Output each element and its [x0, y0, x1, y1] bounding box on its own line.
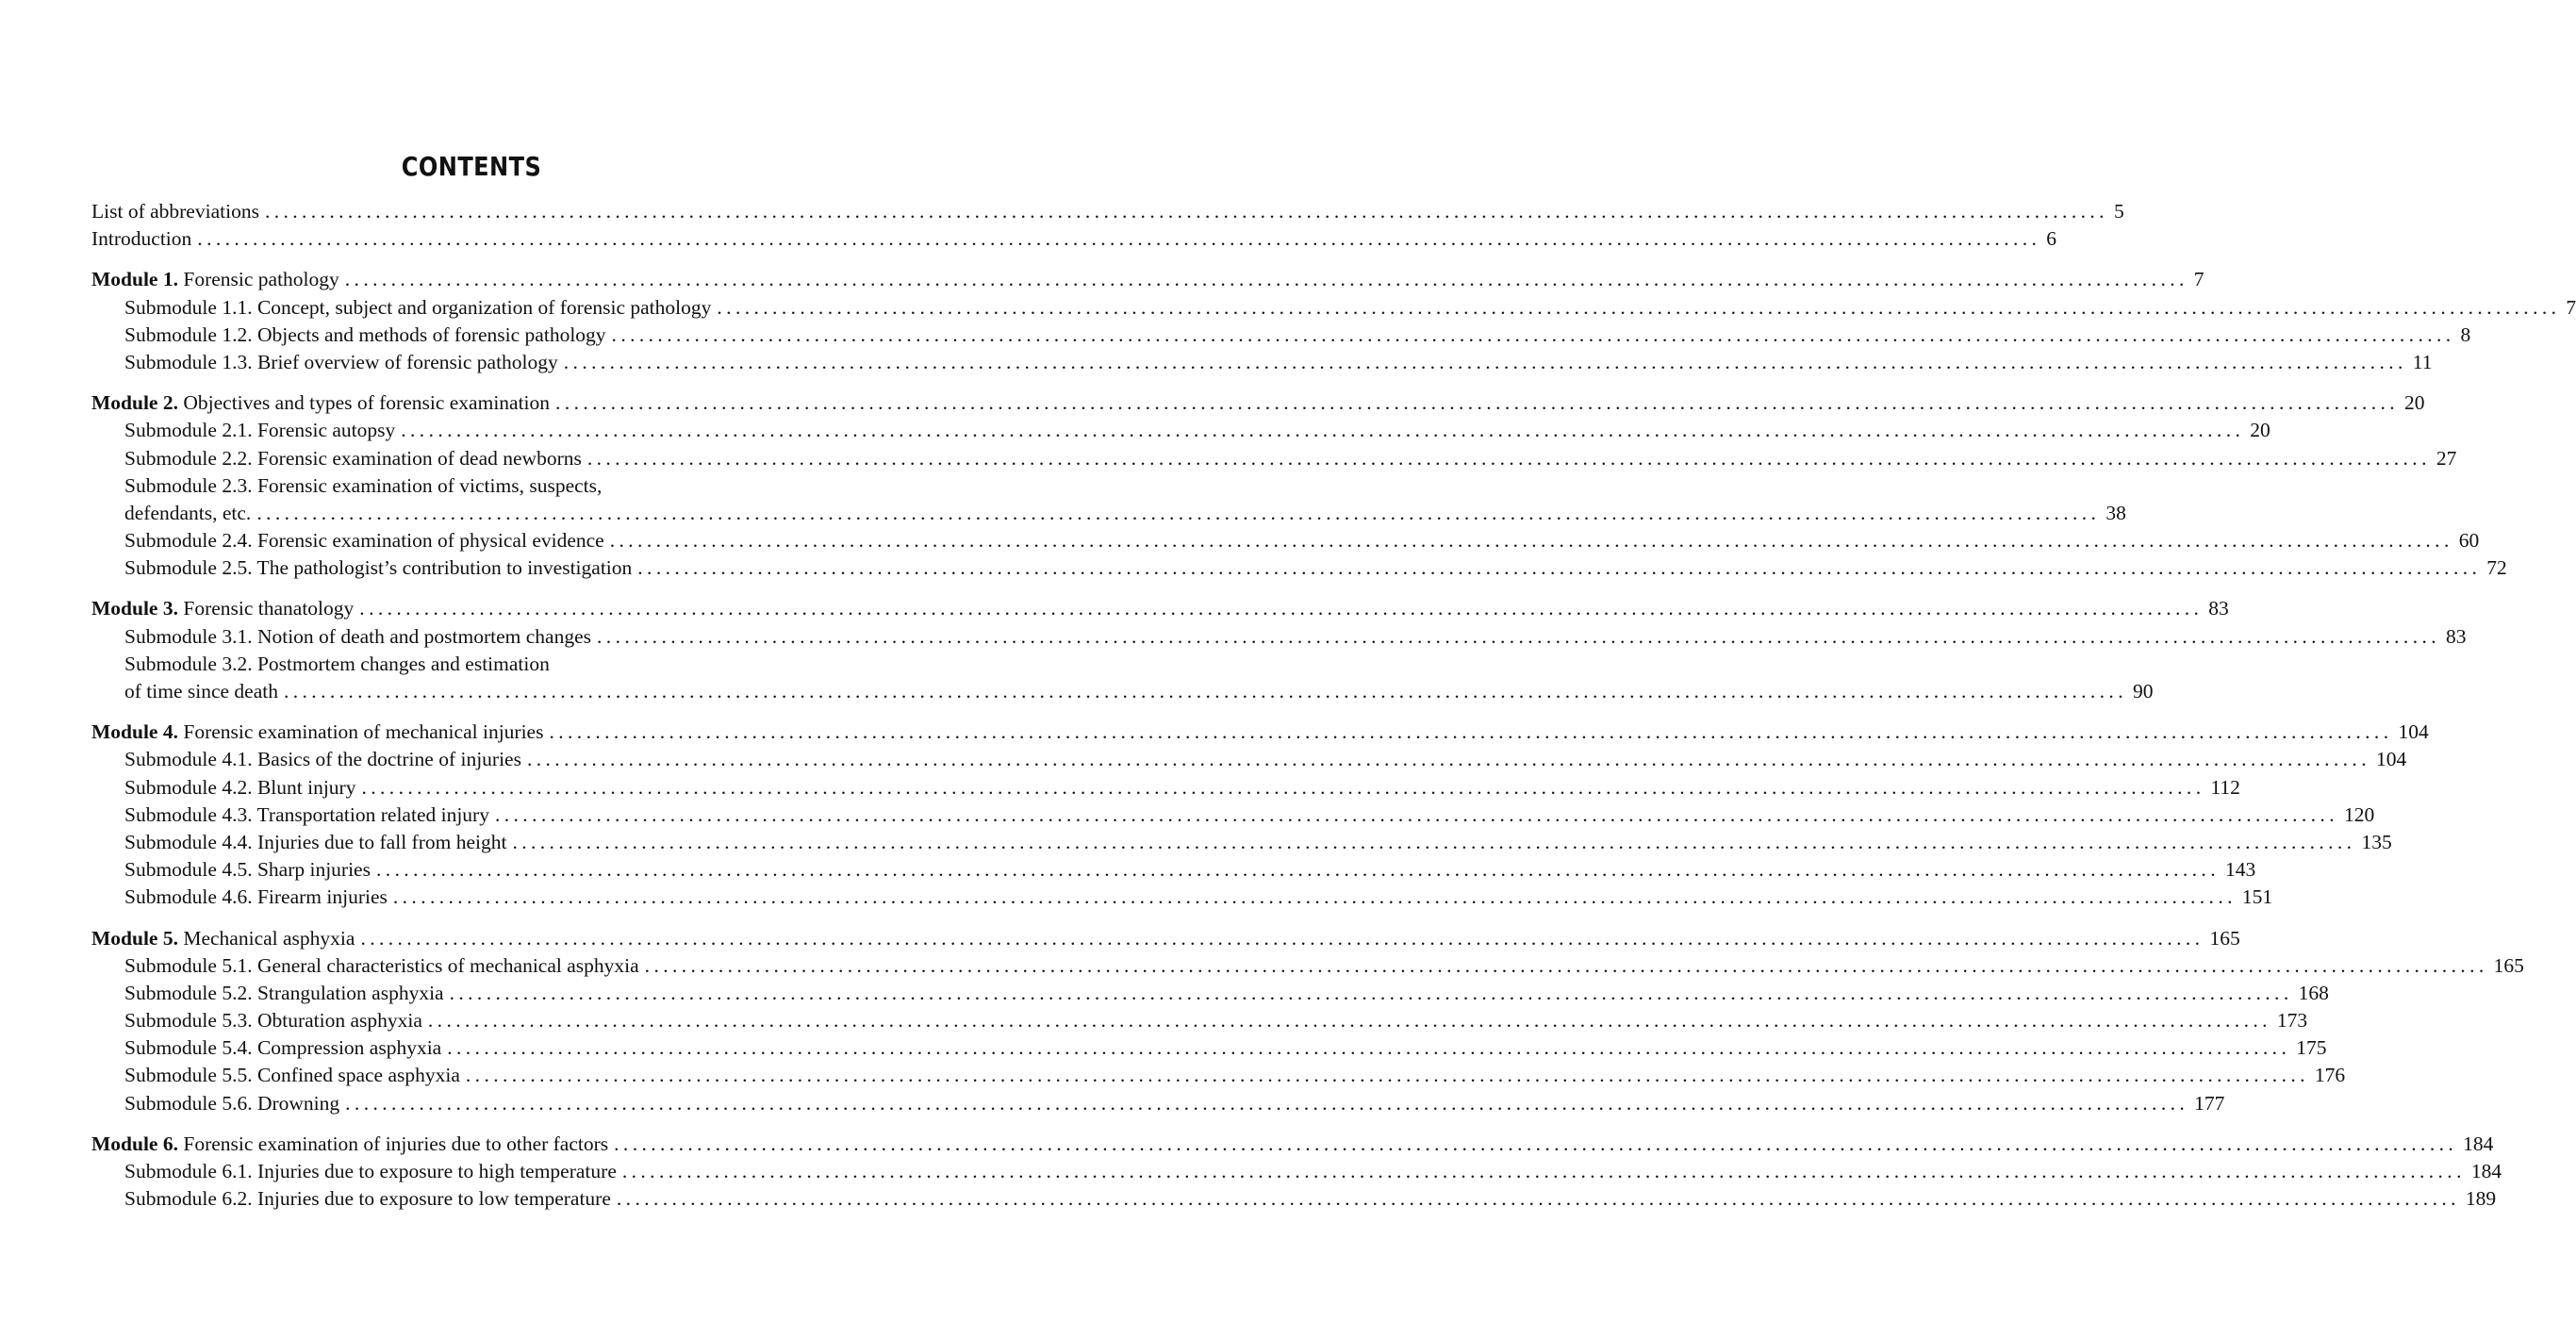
- toc-submodule-entry: [91, 417, 2271, 444]
- toc-module-number: Module 6.: [91, 1132, 178, 1155]
- toc-leader-dots: ........................................................................................................................................................................................................: [717, 295, 2561, 319]
- toc-leader-dots: ........................................................................................................................................................................................................: [375, 858, 2220, 882]
- toc-module-number: Module 2.: [91, 391, 178, 415]
- toc-entry-label: [91, 719, 543, 746]
- toc-entry-label: Submodule 4.4. Injuries due to fall from height: [124, 830, 507, 853]
- toc-leader-dots: ........................................................................................................................................................................................................: [526, 748, 2370, 771]
- toc-submodule-entry: [91, 678, 2154, 705]
- toc-submodule-entry: [91, 527, 2480, 554]
- toc-entry-label: Submodule 2.4. Forensic examination of physical evidence: [124, 529, 604, 553]
- toc-page-number: 165: [2493, 953, 2524, 977]
- toc-page-number: 104: [2375, 748, 2407, 771]
- toc-submodule-entry: [91, 349, 2433, 376]
- toc-submodule-entry: [91, 746, 2407, 773]
- toc-leader-dots: ........................................................................................................................................................................................................: [392, 885, 2237, 909]
- toc-module-number: Module 4.: [91, 720, 178, 744]
- toc-leader-dots: ........................................................................................................................................................................................................: [447, 1036, 2291, 1060]
- toc-entry-label: List of abbreviations: [91, 200, 259, 223]
- toc-submodule-entry: [91, 623, 2467, 651]
- toc-page-number: 60: [2458, 529, 2480, 553]
- toc-page-number: 20: [2404, 391, 2425, 415]
- toc-page-number: 173: [2276, 1009, 2308, 1033]
- toc-module-number: Module 3.: [91, 597, 178, 620]
- toc-submodule-entry: [91, 952, 2524, 980]
- toc-module-entry: [91, 389, 2425, 417]
- toc-leader-dots: ........................................................................................................................................................................................................: [345, 1091, 2189, 1115]
- toc-leader-dots: ........................................................................................................................................................................................................: [597, 624, 2441, 648]
- toc-module-number: Module 1.: [91, 268, 178, 291]
- toc-page-number: 168: [2298, 981, 2329, 1004]
- toc-leader-dots: ........................................................................................................................................................................................................: [264, 200, 2108, 223]
- toc-entry-label: Submodule 2.5. The pathologist’s contribution to investigation: [124, 556, 633, 580]
- toc-entry-label: Submodule 1.2. Objects and methods of forensic pathology: [124, 322, 606, 346]
- toc-submodule-entry: [91, 1034, 2327, 1062]
- toc-module-entry: [91, 719, 2429, 746]
- toc-submodule-entry: [91, 1158, 2502, 1185]
- toc-submodule-entry: [91, 1062, 2346, 1089]
- toc-page-number: 143: [2224, 858, 2256, 882]
- toc-leader-dots: ........................................................................................................................................................................................................: [555, 391, 2400, 415]
- toc-leader-dots: ........................................................................................................................................................................................................: [401, 419, 2245, 442]
- toc-entry-label: Submodule 2.1. Forensic autopsy: [124, 419, 396, 442]
- toc-page-number: 8: [2460, 322, 2471, 346]
- toc-submodule-entry: [91, 445, 2457, 472]
- toc-page-number: 175: [2296, 1036, 2327, 1060]
- toc-submodule-entry: [91, 884, 2273, 911]
- toc-page-number: 151: [2241, 885, 2273, 909]
- toc-entry-label: Submodule 5.2. Strangulation asphyxia: [124, 981, 444, 1004]
- toc-front-entry: [91, 198, 2124, 225]
- toc-page-number: 135: [2361, 830, 2392, 853]
- toc-leader-dots: ........................................................................................................................................................................................................: [361, 775, 2205, 799]
- toc-submodule-entry: [91, 322, 2471, 349]
- toc-module-entry: [91, 925, 2240, 952]
- toc-leader-dots: ........................................................................................................................................................................................................: [360, 926, 2204, 950]
- toc-leader-dots: ........................................................................................................................................................................................................: [644, 953, 2488, 977]
- toc-entry-label: [91, 1131, 608, 1158]
- toc-leader-dots: ........................................................................................................................................................................................................: [283, 680, 2127, 703]
- toc-submodule-entry: [91, 856, 2256, 884]
- toc-page-number: 5: [2113, 200, 2124, 223]
- toc-module-title: Forensic pathology: [177, 268, 339, 291]
- toc-front-entry: [91, 225, 2057, 253]
- toc-submodule-entry: [91, 651, 838, 678]
- toc-entry-label: Submodule 1.3. Brief overview of forensic pathology: [124, 350, 558, 373]
- toc-entry-label: Submodule 1.1. Concept, subject and organization of forensic pathology: [124, 295, 712, 319]
- toc-entry-label: Submodule 4.2. Blunt injury: [124, 775, 356, 799]
- toc-entry-label: Submodule 2.3. Forensic examination of victims, suspects,: [124, 473, 603, 497]
- toc-page-number: 27: [2436, 446, 2457, 470]
- toc-page-number: 184: [2463, 1132, 2494, 1155]
- toc-entry-label: [91, 595, 354, 622]
- toc-page-number: 11: [2412, 350, 2433, 373]
- toc-submodule-entry: [91, 1185, 2497, 1213]
- toc-submodule-entry: [91, 500, 2126, 527]
- toc-leader-dots: ........................................................................................................................................................................................................: [512, 830, 2356, 853]
- toc-entry-label: Submodule 4.3. Transportation related injury: [124, 802, 489, 826]
- table-of-contents: [91, 198, 2576, 1213]
- toc-entry-label: Submodule 4.1. Basics of the doctrine of injuries: [124, 748, 521, 771]
- toc-leader-dots: ........................................................................................................................................................................................................: [616, 1187, 2460, 1211]
- toc-leader-dots: ........................................................................................................................................................................................................: [637, 556, 2482, 580]
- toc-entry-label: Submodule 3.1. Notion of death and postmortem changes: [124, 624, 592, 648]
- toc-module-title: Mechanical asphyxia: [177, 926, 355, 950]
- toc-leader-dots: ........................................................................................................................................................................................................: [609, 529, 2453, 553]
- toc-entry-label: [91, 389, 550, 417]
- toc-entry-label: Submodule 6.2. Injuries due to exposure to low temperature: [124, 1187, 611, 1211]
- toc-page-number: 83: [2446, 624, 2467, 648]
- toc-entry-label: Submodule 2.2. Forensic examination of dead newborns: [124, 446, 582, 470]
- toc-page-number: 7: [2193, 268, 2204, 291]
- toc-entry-label: Submodule 5.4. Compression asphyxia: [124, 1036, 442, 1060]
- toc-submodule-entry: [91, 774, 2240, 802]
- toc-page-number: 83: [2208, 597, 2229, 620]
- toc-submodule-entry: [91, 554, 2507, 582]
- toc-leader-dots: ........................................................................................................................................................................................................: [427, 1009, 2271, 1033]
- toc-page-number: 72: [2486, 556, 2507, 580]
- toc-page-number: 177: [2194, 1091, 2225, 1115]
- toc-leader-dots: ........................................................................................................................................................................................................: [611, 322, 2455, 346]
- toc-entry-label: Submodule 6.1. Injuries due to exposure to high temperature: [124, 1160, 617, 1182]
- toc-module-title: Forensic thanatology: [177, 597, 355, 620]
- toc-leader-dots: ........................................................................................................................................................................................................: [465, 1064, 2309, 1087]
- toc-entry-label: Submodule 5.1. General characteristics of mechanical asphyxia: [124, 953, 639, 977]
- toc-module-title: Objectives and types of forensic examination: [177, 391, 551, 415]
- page-title: CONTENTS: [401, 151, 542, 182]
- toc-leader-dots: ........................................................................................................................................................................................................: [256, 501, 2101, 524]
- toc-submodule-entry: [91, 294, 2576, 322]
- toc-leader-dots: ........................................................................................................................................................................................................: [586, 446, 2431, 470]
- toc-leader-dots: ........................................................................................................................................................................................................: [359, 597, 2204, 620]
- toc-page-number: 176: [2314, 1064, 2346, 1087]
- toc-entry-label: Submodule 4.6. Firearm injuries: [124, 885, 388, 909]
- toc-submodule-entry: [91, 829, 2392, 856]
- toc-page-number: 6: [2046, 227, 2057, 251]
- toc-entry-label: [91, 266, 339, 293]
- toc-module-number: Module 5.: [91, 926, 178, 950]
- toc-page-number: 112: [2210, 775, 2240, 799]
- toc-page-number: 7: [2566, 295, 2576, 319]
- toc-leader-dots: ........................................................................................................................................................................................................: [197, 227, 2041, 251]
- toc-entry-label: [91, 925, 355, 952]
- toc-module-entry: [91, 595, 2229, 622]
- toc-entry-label: Submodule 4.5. Sharp injuries: [124, 858, 371, 882]
- toc-entry-label: Submodule 5.6. Drowning: [124, 1091, 340, 1115]
- toc-submodule-entry: [91, 1007, 2308, 1034]
- toc-entry-label: Submodule 3.2. Postmortem changes and estimation: [124, 652, 550, 675]
- toc-page-number: 38: [2105, 501, 2126, 524]
- toc-leader-dots: ........................................................................................................................................................................................................: [494, 802, 2338, 826]
- toc-module-entry: [91, 266, 2204, 293]
- toc-page-number: 184: [2470, 1160, 2502, 1182]
- toc-module-entry: [91, 1131, 2494, 1158]
- toc-page-number: 104: [2398, 720, 2429, 744]
- toc-page-number: 90: [2132, 680, 2154, 703]
- toc-leader-dots: ........................................................................................................................................................................................................: [549, 720, 2393, 744]
- toc-submodule-entry: [91, 472, 838, 500]
- toc-submodule-entry: [91, 980, 2329, 1007]
- toc-leader-dots: ........................................................................................................................................................................................................: [449, 981, 2293, 1004]
- toc-module-title: Forensic examination of injuries due to other factors: [177, 1132, 609, 1155]
- toc-page-number: 20: [2250, 419, 2271, 442]
- toc-leader-dots: ........................................................................................................................................................................................................: [621, 1160, 2466, 1182]
- toc-submodule-entry: [91, 802, 2375, 829]
- toc-page-number: 165: [2209, 926, 2240, 950]
- toc-submodule-entry: [91, 1090, 2225, 1117]
- toc-page-number: 189: [2465, 1187, 2497, 1211]
- toc-entry-label: defendants, etc.: [124, 501, 252, 524]
- toc-leader-dots: ........................................................................................................................................................................................................: [614, 1132, 2458, 1155]
- toc-entry-label: Introduction: [91, 227, 192, 251]
- toc-module-title: Forensic examination of mechanical injuries: [177, 720, 544, 744]
- toc-leader-dots: ........................................................................................................................................................................................................: [344, 268, 2188, 291]
- toc-page-number: 120: [2343, 802, 2375, 826]
- toc-entry-label: of time since death: [124, 680, 278, 703]
- toc-entry-label: Submodule 5.5. Confined space asphyxia: [124, 1064, 460, 1087]
- toc-entry-label: Submodule 5.3. Obturation asphyxia: [124, 1009, 422, 1033]
- toc-leader-dots: ........................................................................................................................................................................................................: [563, 350, 2407, 373]
